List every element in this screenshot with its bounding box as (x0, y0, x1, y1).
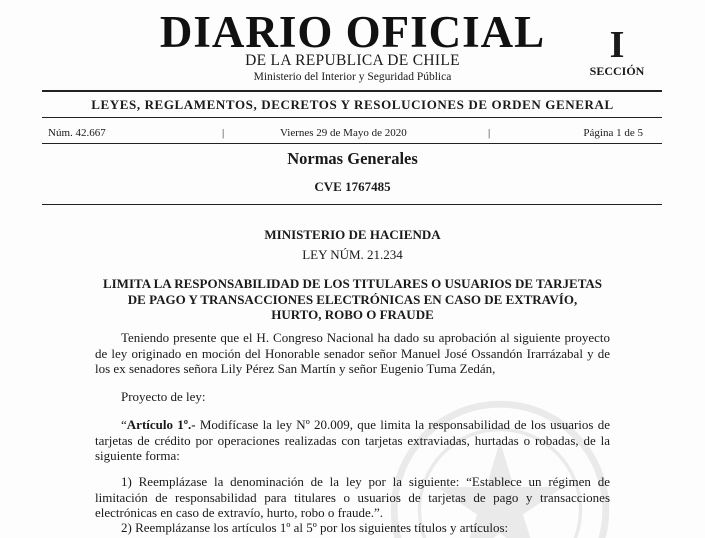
paragraph-line: los ex senadores señora Lily Pérez San Martín y señor Eugenio Tuma Zedán, (95, 361, 496, 376)
divider (42, 143, 662, 144)
issue-number: Núm. 42.667 (48, 127, 106, 139)
law-title-line: DE PAGO Y TRANSACCIONES ELECTRÓNICAS EN CASO DE EXTRAVÍO, (127, 291, 578, 307)
paragraph-line: 2) Reemplázanse los artículos 1º al 5º por los siguientes títulos y artículos: (121, 520, 509, 535)
law-number: LEY NÚM. 21.234 (302, 247, 403, 262)
paragraph-line: electrónicas en caso de extravío, hurto, robo o fraude.”. (95, 505, 384, 520)
issue-separator: | (222, 127, 225, 139)
paragraph-line: tarjetas de crédito por operaciones realizadas con tarjetas extraviadas, hurtadas o robadas, de la (95, 432, 610, 448)
preamble-paragraph (95, 330, 610, 377)
article-1-paragraph (95, 417, 610, 464)
cve-code: CVE 1767485 (314, 179, 391, 194)
item-1-paragraph (95, 474, 610, 521)
ministry-heading: MINISTERIO DE HACIENDA (264, 227, 441, 242)
paragraph-line: Proyecto de ley: (121, 389, 206, 404)
paragraph-line: de ley originado en moción del Honorable senador señor Manuel José Ossandón Irarrázabal y de (95, 345, 610, 361)
issue-info-row (48, 126, 643, 140)
section-banner: LEYES, REGLAMENTOS, DECRETOS Y RESOLUCIONES DE ORDEN GENERAL (91, 97, 614, 112)
paragraph-line: siguiente forma: (95, 448, 180, 463)
paragraph-line (95, 417, 610, 433)
open-quote: “ (121, 417, 127, 432)
law-title-line: LIMITA LA RESPONSABILIDAD DE LOS TITULARES O USUARIOS DE TARJETAS (102, 276, 603, 291)
paragraph-line: limitación de responsabilidad para titulares o usuarios de tarjetas de pago y transacciones (95, 489, 610, 505)
law-title-line: HURTO, ROBO O FRAUDE (271, 307, 434, 322)
newspaper-title: DIARIO OFICIAL (159, 7, 546, 57)
divider (42, 204, 662, 205)
paragraph-line: 1) Reemplázase la denominación de la ley por la siguiente: “Establece un régimen de (121, 474, 610, 489)
item-2-paragraph (95, 520, 610, 536)
section-label: SECCIÓN (589, 64, 645, 78)
section-number: I (609, 24, 625, 66)
issue-separator: | (488, 127, 491, 139)
article-text: Modifícase la ley Nº 20.009, que limita la responsabilidad de los usuarios de (195, 417, 610, 432)
divider (42, 90, 662, 92)
divider (42, 117, 662, 118)
newspaper-subtitle: DE LA REPUBLICA DE CHILE (245, 52, 460, 69)
paragraph-line: Teniendo presente que el H. Congreso Nacional ha dado su aprobación al siguiente proyecto (121, 330, 610, 345)
project-label (95, 389, 610, 405)
article-label: Artículo 1º.- (126, 417, 196, 432)
section-title: Normas Generales (287, 149, 418, 168)
issue-date: Viernes 29 de Mayo de 2020 (280, 127, 407, 139)
publisher-ministry: Ministerio del Interior y Seguridad Pública (253, 71, 452, 83)
law-title (90, 276, 615, 323)
page-count: Página 1 de 5 (583, 127, 643, 139)
